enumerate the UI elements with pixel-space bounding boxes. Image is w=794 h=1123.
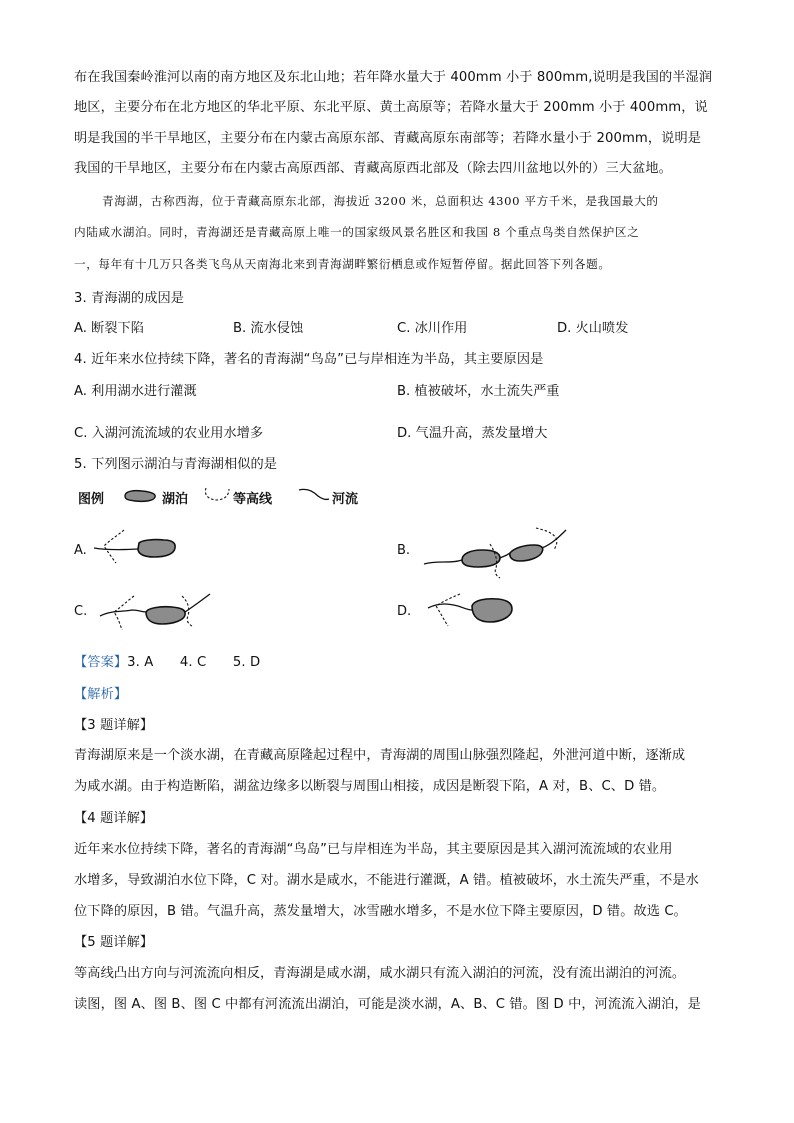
lake-symbol-icon	[122, 488, 158, 504]
intro-line-3: 明是我国的半干旱地区，主要分布在内蒙古高原东部、青藏高原东南部等；若降水量小于 200mm，说明是	[74, 131, 702, 146]
detail4-title: 【4 题详解】	[74, 811, 154, 826]
legend-contour-label: 等高线	[233, 492, 273, 507]
detail4-line-3: 位下降的原因，B 错。气温升高，蒸发量增大，冰雪融水增多，不是水位下降主要原因，D 错。故选 C。	[74, 904, 687, 919]
q4-stem: 4. 近年来水位持续下降，著名的青海湖“鸟岛”已与岸相连为半岛，其主要原因是	[74, 352, 544, 367]
detail4-line-1: 近年来水位持续下降，著名的青海湖“鸟岛”已与岸相连为半岛，其主要原因是其入湖河流流域的农业用	[74, 842, 673, 857]
legend-river-label: 河流	[332, 492, 359, 507]
figure-legend	[78, 486, 378, 506]
contour-symbol-icon	[202, 486, 232, 504]
q3-option-a[interactable]: A. 断裂下陷	[74, 321, 144, 336]
detail5-title: 【5 题详解】	[74, 935, 154, 950]
answer-text: 3. A 4. C 5. D	[127, 655, 261, 670]
detail3-line-1: 青海湖原来是一个淡水湖，在青藏高原隆起过程中，青海湖的周围山脉强烈隆起，外泄河道中断，逐渐成	[74, 748, 686, 763]
answer-label: 【答案】	[74, 655, 128, 670]
q4-option-b[interactable]: B. 植被破坏，水土流失严重	[397, 384, 560, 399]
q3-option-d[interactable]: D. 火山喷发	[557, 321, 629, 336]
river-symbol-icon	[297, 486, 331, 504]
figure-a-label: A.	[74, 543, 87, 558]
detail3-title: 【3 题详解】	[74, 718, 154, 733]
q4-option-a[interactable]: A. 利用湖水进行灌溉	[74, 384, 197, 399]
analysis-label: 【解析】	[74, 687, 128, 702]
detail5-line-1: 等高线凸出方向与河流流向相反，青海湖是咸水湖，咸水湖只有流入湖泊的河流，没有流出湖泊的河流。	[74, 966, 686, 981]
figure-c-diagram[interactable]	[90, 590, 220, 635]
q5-stem: 5. 下列图示湖泊与青海湖相似的是	[74, 457, 278, 472]
figure-a-diagram[interactable]	[90, 526, 190, 566]
q3-option-c[interactable]: C. 冰川作用	[397, 321, 468, 336]
intro-line-1: 布在我国秦岭淮河以南的南方地区及东北山地；若年降水量大于 400mm 小于 800mm,说明是我国的半湿润	[74, 70, 713, 85]
passage-line-3: 一，每年有十几万只各类飞鸟从天南海北来到青海湖畔繁衍栖息或作短暂停留。据此回答下列各题。	[74, 257, 611, 271]
intro-line-4: 我国的干旱地区，主要分布在内蒙古高原西部、青藏高原西北部及（除去四川盆地以外的）三大盆地。	[74, 161, 672, 176]
detail4-line-2: 水增多，导致湖泊水位下降，C 对。湖水是咸水，不能进行灌溉，A 错。植被破坏，水土流失严重，不是水	[74, 873, 699, 888]
detail5-line-2: 读图，图 A、图 B、图 C 中都有河流流出湖泊，可能是淡水湖，A、B、C 错。图 D 中，河流流入湖泊，是	[74, 997, 701, 1012]
passage-line-2: 内陆咸水湖泊。同时，青海湖还是青藏高原上唯一的国家级风景名胜区和我国 8 个重点鸟类自然保护区之	[74, 225, 640, 239]
intro-line-2: 地区，主要分布在北方地区的华北平原、东北平原、黄土高原等；若降水量大于 200mm 小于 400mm，说	[74, 100, 708, 115]
legend-title: 图例	[78, 492, 105, 507]
figure-d-diagram[interactable]	[424, 588, 524, 633]
figure-b-diagram[interactable]	[420, 520, 580, 580]
q3-option-b[interactable]: B. 流水侵蚀	[233, 321, 304, 336]
q3-stem: 3. 青海湖的成因是	[74, 291, 185, 306]
answer-line	[74, 651, 260, 670]
legend-lake-label: 湖泊	[162, 492, 189, 507]
figure-d-label: D.	[397, 604, 412, 619]
figure-c-label: C.	[74, 604, 88, 619]
passage-line-1: 青海湖，古称西海，位于青藏高原东北部，海拔近 3200 米，总面积达 4300 平方千米，是我国最大的	[102, 194, 659, 208]
figure-b-label: B.	[397, 543, 411, 558]
q4-option-d[interactable]: D. 气温升高，蒸发量增大	[397, 426, 548, 441]
q4-option-c[interactable]: C. 入湖河流流域的农业用水增多	[74, 426, 264, 441]
detail3-line-2: 为咸水湖。由于构造断陷，湖盆边缘多以断裂与周围山相接，成因是断裂下陷，A 对，B、C、D 错。	[74, 779, 666, 794]
